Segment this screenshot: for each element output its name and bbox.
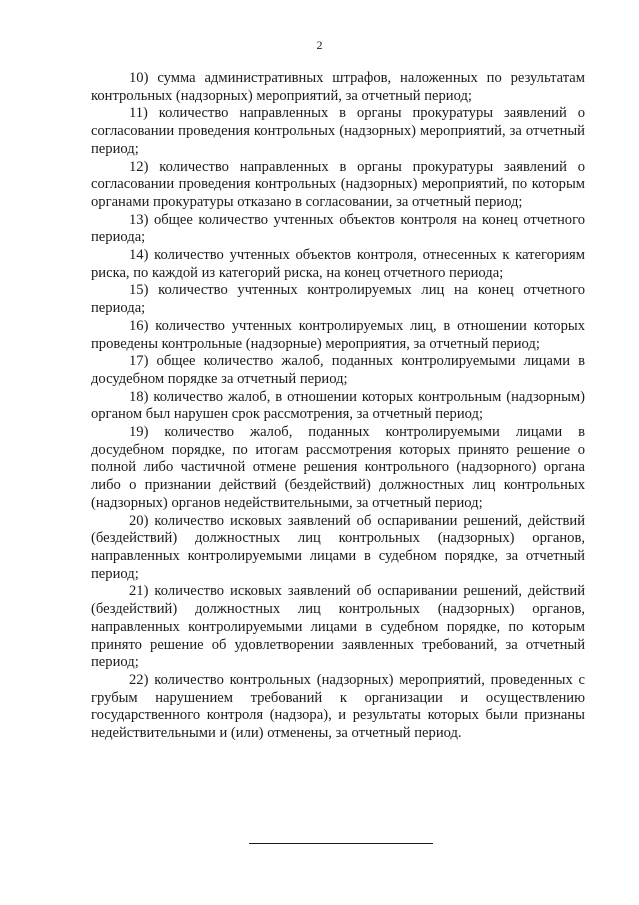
list-item: 14) количество учтенных объектов контроля, отнесенных к категориям риска, по каждой из категорий риска, на конец отчетного периода;: [91, 247, 585, 281]
list-item: 19) количество жалоб, поданных контролируемыми лицами в досудебном порядке, по итогам рассмотрения которых принято решение о полной либо частичной отмене решения контрольного (надзорного) органа либо о признании действий (бездействий) должностных лиц контрольных (надзорных) органов недействительными, за отчетный период;: [91, 424, 585, 511]
list-item: 13) общее количество учтенных объектов контроля на конец отчетного периода;: [91, 211, 585, 246]
closing-divider: [249, 843, 433, 844]
list-item: 16) количество учтенных контролируемых лиц, в отношении которых проведены контрольные (надзорные) мероприятия, за отчетный период;: [91, 317, 585, 352]
list-item: 21) количество исковых заявлений об оспаривании решений, действий (бездействий) должностных лиц контрольных (надзорных) органов, направленных контролируемыми лицами в судебном порядке, по которым принято решение об удовлетворении заявленных требований, за отчетный период;: [91, 583, 585, 671]
list-item: 12) количество направленных в органы прокуратуры заявлений о согласовании проведения контрольных (надзорных) мероприятий, по которым органами прокуратуры отказано в согласовании, за отчетный период;: [91, 158, 585, 210]
list-item: 18) количество жалоб, в отношении которых контрольным (надзорным) органом был нарушен срок рассмотрения, за отчетный период;: [91, 388, 585, 423]
list-item: 17) общее количество жалоб, поданных контролируемыми лицами в досудебном порядке за отчетный период;: [91, 353, 585, 387]
list-item: 15) количество учтенных контролируемых лиц на конец отчетного периода;: [91, 282, 585, 317]
list-item: 11) количество направленных в органы прокуратуры заявлений о согласовании проведения контрольных (надзорных) мероприятий, за отчетный период;: [91, 105, 585, 157]
page-number: 2: [316, 38, 323, 52]
list-item: 10) сумма административных штрафов, наложенных по результатам контрольных (надзорных) мероприятий, за отчетный период;: [91, 70, 585, 104]
list-item: 20) количество исковых заявлений об оспаривании решений, действий (бездействий) должностных лиц контрольных (надзорных) органов, направленных контролируемыми лицами в судебном порядке, за отчетный период;: [91, 512, 585, 582]
list-item: 22) количество контрольных (надзорных) мероприятий, проведенных с грубым нарушением требований к организации и осуществлению государственного контроля (надзора), и результаты которых были признаны недействительными и (или) отменены, за отчетный период.: [91, 671, 585, 742]
document-body: [91, 70, 585, 743]
